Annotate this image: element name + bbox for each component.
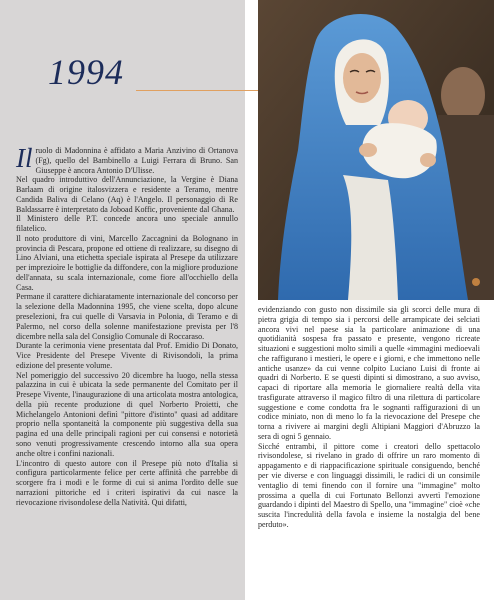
paragraph: L'incontro di questo autore con il Presepe più noto d'Italia si configura particolarmente felice per certe affinità che parrebbe di scorgere fra i modi e le forme di cui si anima l'ordito delle sue narrazioni pittoriche ed i criteri ispirativi da cui nasce la rievocazione rivisondolese della Natività. Qui difatti, <box>16 458 238 507</box>
madonna-child-photo <box>258 0 494 300</box>
paragraph-text: ruolo di Madonnina è affidato a Maria Anzivino di Ortanova (Fg), quello del Bambinello a Luigi Ferrara di Bruno. San Giuseppe è ancora Antonio D'Ulisse. <box>35 146 238 175</box>
photo-illustration <box>258 0 494 300</box>
paragraph: Nel pomeriggio del successivo 20 dicembre ha luogo, nella stessa palazzina in cui è ubicata la sede permanente del Comitato per il Presepe Vivente, l'inaugurazione di una articolata mostra antologica, della più recente produzione di quel Norberto Proietti, che Michelangelo Antonioni definì "pittore d'istinto" quasi ad additare proprio nella spontaneità la componente più suggestiva della sua pagina ed una delle principali ragioni per cui consensi e notorietà sono venuti progressivamente crescendo intorno alla sua opera anche oltre i confini nazionali. <box>16 370 238 458</box>
paragraph: Nel quadro introduttivo dell'Annunciazione, la Vergine è Diana Barlaam di origine italosvizzera e residente a Teramo, mentre Candida Baliva di Celano (Aq) è l'Angelo. Il personaggio di Re Baldassarre è interpretato da Joboad Koffic, proveniente dal Ghana. <box>16 175 238 214</box>
paragraph: Sicché entrambi, il pittore come i creatori dello spettacolo rivisondolese, si rivelano in grado di offrire un raro momento di appagamento e di riappacificazione spirituale consiguendo, benché per vie diverse e con linguaggi dissimili, le radici di un consimile ventaglio di temi finendo con il fornire una "immagine" molto prossima a quella di cui Fortunato Bellonzi avvertì l'emozione guardando i dipinti del Maestro di Spello, una "immagine" cioè «che suscita l'incredulità della favola e insieme la nostalgia del bene perduto». <box>258 441 480 529</box>
paragraph: Permane il carattere dichiaratamente internazionale del concorso per la selezione della Madonnina 1995, che viene scelta, dopo alcune preselezioni, fra cui quelle di Varsavia in Polonia, di Teramo e di Palermo, nel corso della solenne manifestazione prevista per l'8 dicembre nella sala del Consiglio Comunale di Roccaraso. <box>16 292 238 341</box>
paragraph: Il Ministero delle P.T. concede ancora uno speciale annullo filatelico. <box>16 214 238 234</box>
paragraph: Durante la cerimonia viene presentata dal Prof. Emidio Di Donato, Vice Presidente del Presepe Vivente di Rivisondoli, la prima edizione del presente volume. <box>16 341 238 370</box>
year-heading: 1994 <box>48 52 124 92</box>
paragraph: Il noto produttore di vini, Marcello Zaccagnini da Bolognano in provincia di Pescara, propone ed ottiene di realizzare, su disegno di Lino Alviani, una etichetta speciale ispirata al Presepe da utilizzare per imprezioìre le bottiglie da diffondere, con la migliore produzione dell'annata, su scala internazionale, come fiore all'occhiello della Casa. <box>16 233 238 292</box>
right-text-column <box>258 305 480 530</box>
drop-cap: Il <box>16 143 33 173</box>
paragraph: evidenziando con gusto non dissimile sia gli scorci delle mura di pietra grigia di tempo sia i percorsi delle arrampicate dei selciati ancora vivi nel paese sia la particolare animazione di una quotidianità sospesa fra passato e presente, vengono ricreate situazioni e suggestioni molto simili a quelle «immagini medioevali che raffigurano i mestieri, le opere e i giorni, e che immettono nelle antiche usanze» da cui venne colpito Luciano Luisi di fronte ai quadri di Norberto. E se questi dipinti si dimostrano, a suo avviso, capaci di riportare alla memoria le giornaliere realtà della vita trasfigurate attraverso il magico filtro di una rilettura di particolare suggestione e come condotta fra le sognanti raffigurazioni di un codice miniato, non di meno lo fa la rievocazione del Presepe che torna a rivivere ai margini degli Altipiani Maggiori d'Abruzzo la sera di ogni 5 gennaio. <box>258 305 480 441</box>
paragraph <box>16 143 238 175</box>
left-text-column <box>16 143 238 507</box>
